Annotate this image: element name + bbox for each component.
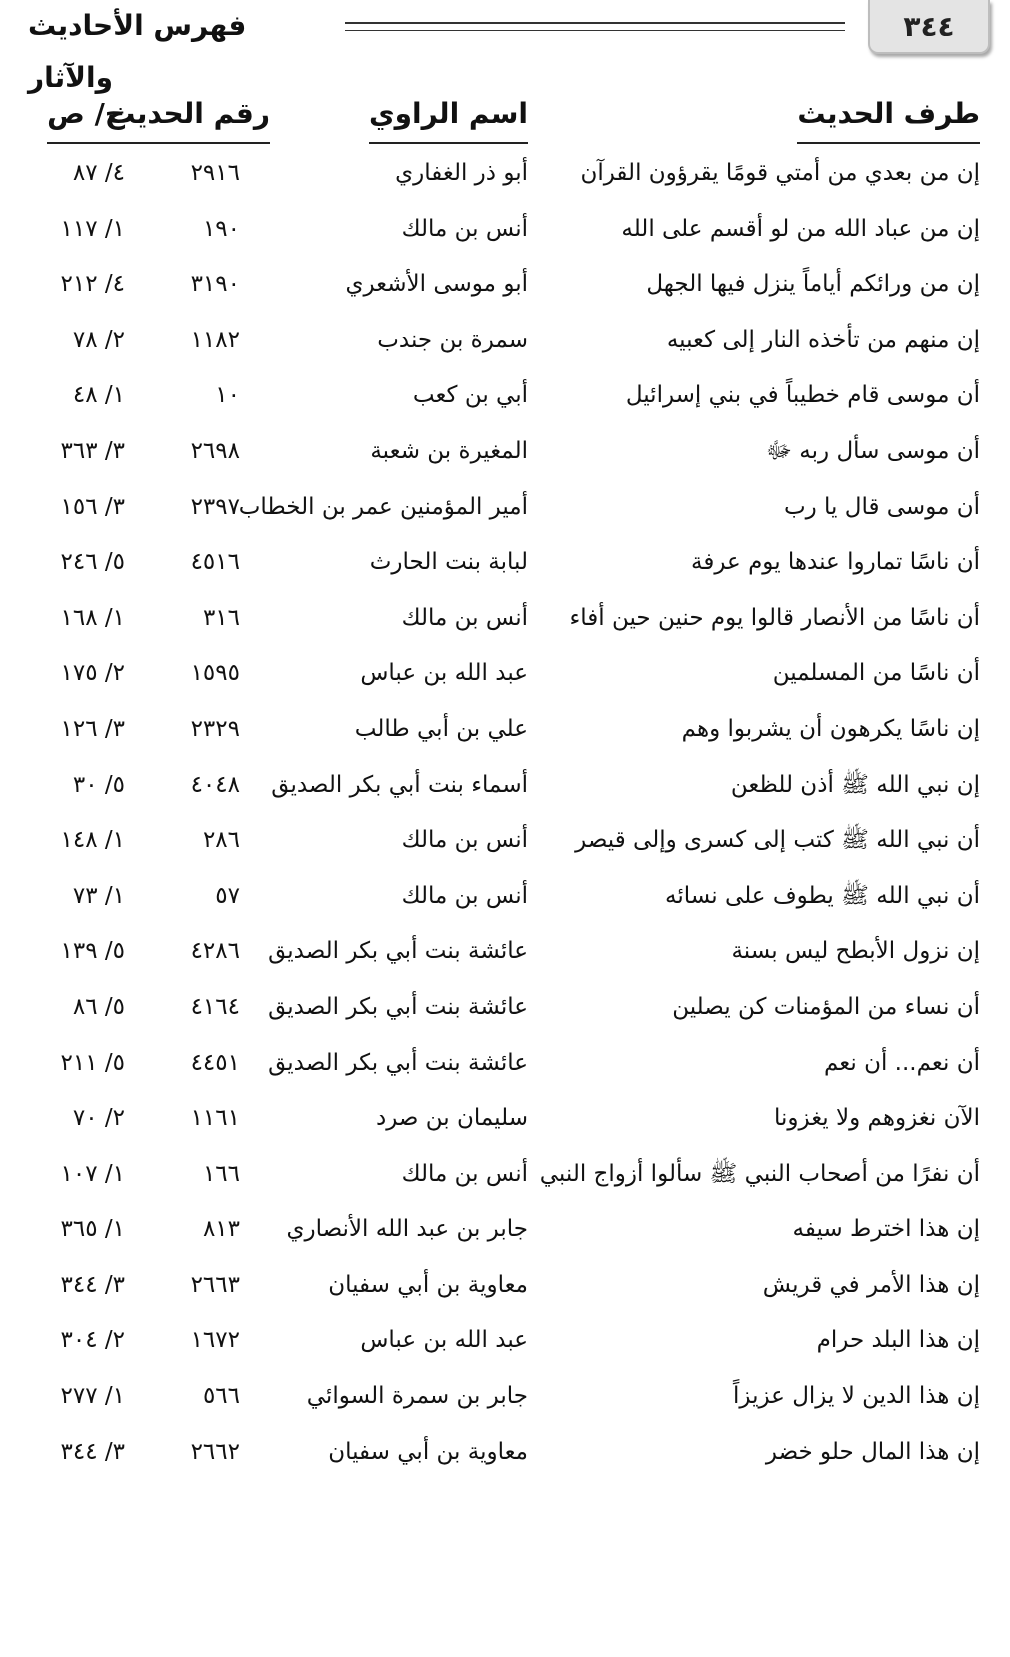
narrator-cell: علي بن أبي طالب [354, 715, 528, 742]
column-header-narrator: اسم الراوي [369, 92, 528, 144]
table-row [0, 1036, 1010, 1092]
narrator-cell: أنس بن مالك [401, 215, 528, 242]
hadith-start-cell: إن من عباد الله من لو أقسم على الله [621, 215, 980, 242]
volume-page-cell: ٢/ ٧٠ [72, 1105, 125, 1132]
hadith-number-cell: ١١٦١ [190, 1105, 240, 1132]
table-row [0, 146, 1010, 202]
hadith-start-cell: أن نبي الله ﷺ يطوف على نسائه [665, 882, 980, 909]
hadith-start-cell: إن هذا المال حلو خضر [765, 1438, 980, 1465]
hadith-start-cell: أن موسى قال يا رب [783, 493, 980, 520]
hadith-start-cell: أن نعم... أن نعم [823, 1049, 980, 1076]
volume-page-cell: ٢/ ١٧٥ [60, 660, 125, 687]
hadith-number-cell: ١٠ [215, 382, 240, 409]
volume-page-cell: ٣/ ١٢٦ [60, 715, 125, 742]
narrator-cell: أبو ذر الغفاري [395, 160, 528, 186]
narrator-cell: سمرة بن جندب [377, 326, 528, 353]
hadith-start-cell: إن هذا الأمر في قريش [762, 1271, 980, 1298]
hadith-number-cell: ٨١٣ [202, 1216, 240, 1243]
narrator-cell: عبد الله بن عباس [360, 660, 528, 687]
hadith-number-cell: ٣١٦ [202, 604, 240, 631]
table-row [0, 480, 1010, 536]
index-table-body [0, 146, 1010, 1480]
hadith-number-cell: ٣١٩٠ [190, 271, 240, 298]
hadith-number-cell: ٥٧ [215, 882, 240, 909]
volume-page-cell: ٣/ ٣٦٣ [60, 437, 125, 464]
volume-page-cell: ١/ ٤٨ [72, 382, 125, 409]
table-row [0, 313, 1010, 369]
hadith-start-cell: أن موسى سأل ربه ﷻ [766, 437, 980, 464]
table-row [0, 869, 1010, 925]
hadith-start-cell: إن من بعدي من أمتي قومًا يقرؤون القرآن [580, 160, 980, 186]
volume-page-cell: ١/ ١١٧ [60, 215, 125, 242]
volume-page-cell: ٣/ ٣٤٤ [60, 1438, 125, 1465]
hadith-start-cell: إن ناسًا يكرهون أن يشربوا وهم [681, 715, 980, 742]
hadith-start-cell: أن ناسًا من الأنصار قالوا يوم حنين حين أفاء [569, 604, 980, 631]
hadith-number-cell: ٥٦٦ [202, 1383, 240, 1410]
hadith-number-cell: ٢٦٩٨ [190, 437, 240, 464]
hadith-number-cell: ٤٥١٦ [190, 549, 240, 576]
table-row [0, 1369, 1010, 1425]
table-row [0, 813, 1010, 869]
volume-page-cell: ٤/ ٨٧ [72, 160, 125, 186]
hadith-number-cell: ٤٠٤٨ [190, 771, 240, 798]
hadith-start-cell: أن نساء من المؤمنات كن يصلين [672, 993, 980, 1020]
volume-page-cell: ٥/ ٢٤٦ [60, 549, 125, 576]
hadith-start-cell: إن منهم من تأخذه النار إلى كعبيه [666, 326, 980, 353]
table-row [0, 1147, 1010, 1203]
table-row [0, 202, 1010, 258]
hadith-start-cell: إن نزول الأبطح ليس بسنة [731, 938, 980, 965]
narrator-cell: عبد الله بن عباس [360, 1327, 528, 1354]
table-row [0, 1313, 1010, 1369]
volume-page-cell: ١/ ٢٧٧ [60, 1383, 125, 1410]
narrator-cell: سليمان بن صرد [375, 1105, 528, 1132]
narrator-cell: لبابة بنت الحارث [369, 549, 528, 576]
hadith-number-cell: ١٩٠ [202, 215, 240, 242]
table-row [0, 1258, 1010, 1314]
narrator-cell: معاوية بن أبي سفيان [328, 1271, 528, 1298]
volume-page-cell: ٤/ ٢١٢ [60, 271, 125, 298]
header-rule [345, 22, 845, 24]
table-row [0, 646, 1010, 702]
hadith-start-cell: أن نبي الله ﷺ كتب إلى كسرى وإلى قيصر [575, 827, 980, 854]
narrator-cell: عائشة بنت أبي بكر الصديق [268, 993, 528, 1020]
hadith-number-cell: ١٦٧٢ [190, 1327, 240, 1354]
hadith-start-cell: إن هذا الدين لا يزال عزيزاً [732, 1383, 980, 1410]
column-header-volume-page: ج/ ص [47, 92, 125, 144]
table-row [0, 591, 1010, 647]
narrator-cell: أنس بن مالك [401, 1160, 528, 1187]
table-row [0, 424, 1010, 480]
narrator-cell: عائشة بنت أبي بكر الصديق [268, 1049, 528, 1076]
column-header-hadith-start: طرف الحديث [797, 92, 980, 144]
table-row [0, 702, 1010, 758]
volume-page-cell: ٥/ ٨٦ [72, 993, 125, 1020]
table-row [0, 257, 1010, 313]
hadith-number-cell: ١٦٦ [202, 1160, 240, 1187]
hadith-number-cell: ٤٤٥١ [190, 1049, 240, 1076]
volume-page-cell: ٢/ ٧٨ [72, 326, 125, 353]
hadith-number-cell: ٢٩١٦ [190, 160, 240, 186]
table-row [0, 535, 1010, 591]
volume-page-cell: ١/ ١٠٧ [60, 1160, 125, 1187]
narrator-cell: أنس بن مالك [401, 604, 528, 631]
hadith-start-cell: أن ناسًا تماروا عندها يوم عرفة [691, 549, 980, 576]
table-row [0, 980, 1010, 1036]
hadith-number-cell: ١٥٩٥ [190, 660, 240, 687]
hadith-start-cell: أن نفرًا من أصحاب النبي ﷺ سألوا أزواج النبي [539, 1160, 980, 1187]
column-header-hadith-number: رقم الحديث [107, 92, 270, 144]
table-row [0, 1425, 1010, 1481]
narrator-cell: أسماء بنت أبي بكر الصديق [271, 771, 528, 798]
hadith-number-cell: ٢٦٦٣ [190, 1271, 240, 1298]
hadith-start-cell: إن هذا البلد حرام [816, 1327, 980, 1354]
hadith-start-cell: إن هذا اخترط سيفه [792, 1216, 980, 1243]
table-row [0, 924, 1010, 980]
hadith-start-cell: إن من ورائكم أياماً ينزل فيها الجهل [646, 271, 980, 298]
header-rule-secondary [345, 30, 845, 31]
hadith-number-cell: ٢٣٢٩ [190, 715, 240, 742]
page-number-tab [868, 0, 990, 54]
narrator-cell: معاوية بن أبي سفيان [328, 1438, 528, 1465]
volume-page-cell: ١/ ٧٣ [72, 882, 125, 909]
hadith-number-cell: ٤١٦٤ [190, 993, 240, 1020]
page-number: ٣٤٤ [903, 9, 955, 43]
hadith-start-cell: أن ناسًا من المسلمين [772, 660, 980, 687]
narrator-cell: أمير المؤمنين عمر بن الخطاب [238, 493, 528, 520]
narrator-cell: أنس بن مالك [401, 882, 528, 909]
table-row [0, 1091, 1010, 1147]
volume-page-cell: ٥/ ١٣٩ [60, 938, 125, 965]
table-row [0, 1202, 1010, 1258]
table-row [0, 368, 1010, 424]
volume-page-cell: ٥/ ٣٠ [72, 771, 125, 798]
hadith-number-cell: ٤٢٨٦ [190, 938, 240, 965]
volume-page-cell: ٣/ ١٥٦ [60, 493, 125, 520]
narrator-cell: أبو موسى الأشعري [345, 271, 528, 298]
hadith-number-cell: ٢٨٦ [202, 827, 240, 854]
volume-page-cell: ٥/ ٢١١ [60, 1049, 125, 1076]
volume-page-cell: ١/ ٣٦٥ [60, 1216, 125, 1243]
volume-page-cell: ٣/ ٣٤٤ [60, 1271, 125, 1298]
narrator-cell: المغيرة بن شعبة [370, 437, 528, 464]
hadith-start-cell: أن موسى قام خطيباً في بني إسرائيل [625, 382, 980, 409]
narrator-cell: جابر بن عبد الله الأنصاري [286, 1216, 528, 1243]
hadith-number-cell: ١١٨٢ [190, 326, 240, 353]
narrator-cell: عائشة بنت أبي بكر الصديق [268, 938, 528, 965]
hadith-number-cell: ٢٣٩٧ [190, 493, 240, 520]
narrator-cell: جابر بن سمرة السوائي [306, 1383, 528, 1410]
hadith-start-cell: الآن نغزوهم ولا يغزونا [774, 1105, 980, 1132]
hadith-start-cell: إن نبي الله ﷺ أذن للظعن [730, 771, 980, 798]
running-title: فهرس الأحاديث والآثار [28, 9, 247, 94]
volume-page-cell: ١/ ١٦٨ [60, 604, 125, 631]
table-row [0, 758, 1010, 814]
volume-page-cell: ٢/ ٣٠٤ [60, 1327, 125, 1354]
narrator-cell: أبي بن كعب [412, 382, 528, 409]
hadith-number-cell: ٢٦٦٢ [190, 1438, 240, 1465]
volume-page-cell: ١/ ١٤٨ [60, 827, 125, 854]
narrator-cell: أنس بن مالك [401, 827, 528, 854]
